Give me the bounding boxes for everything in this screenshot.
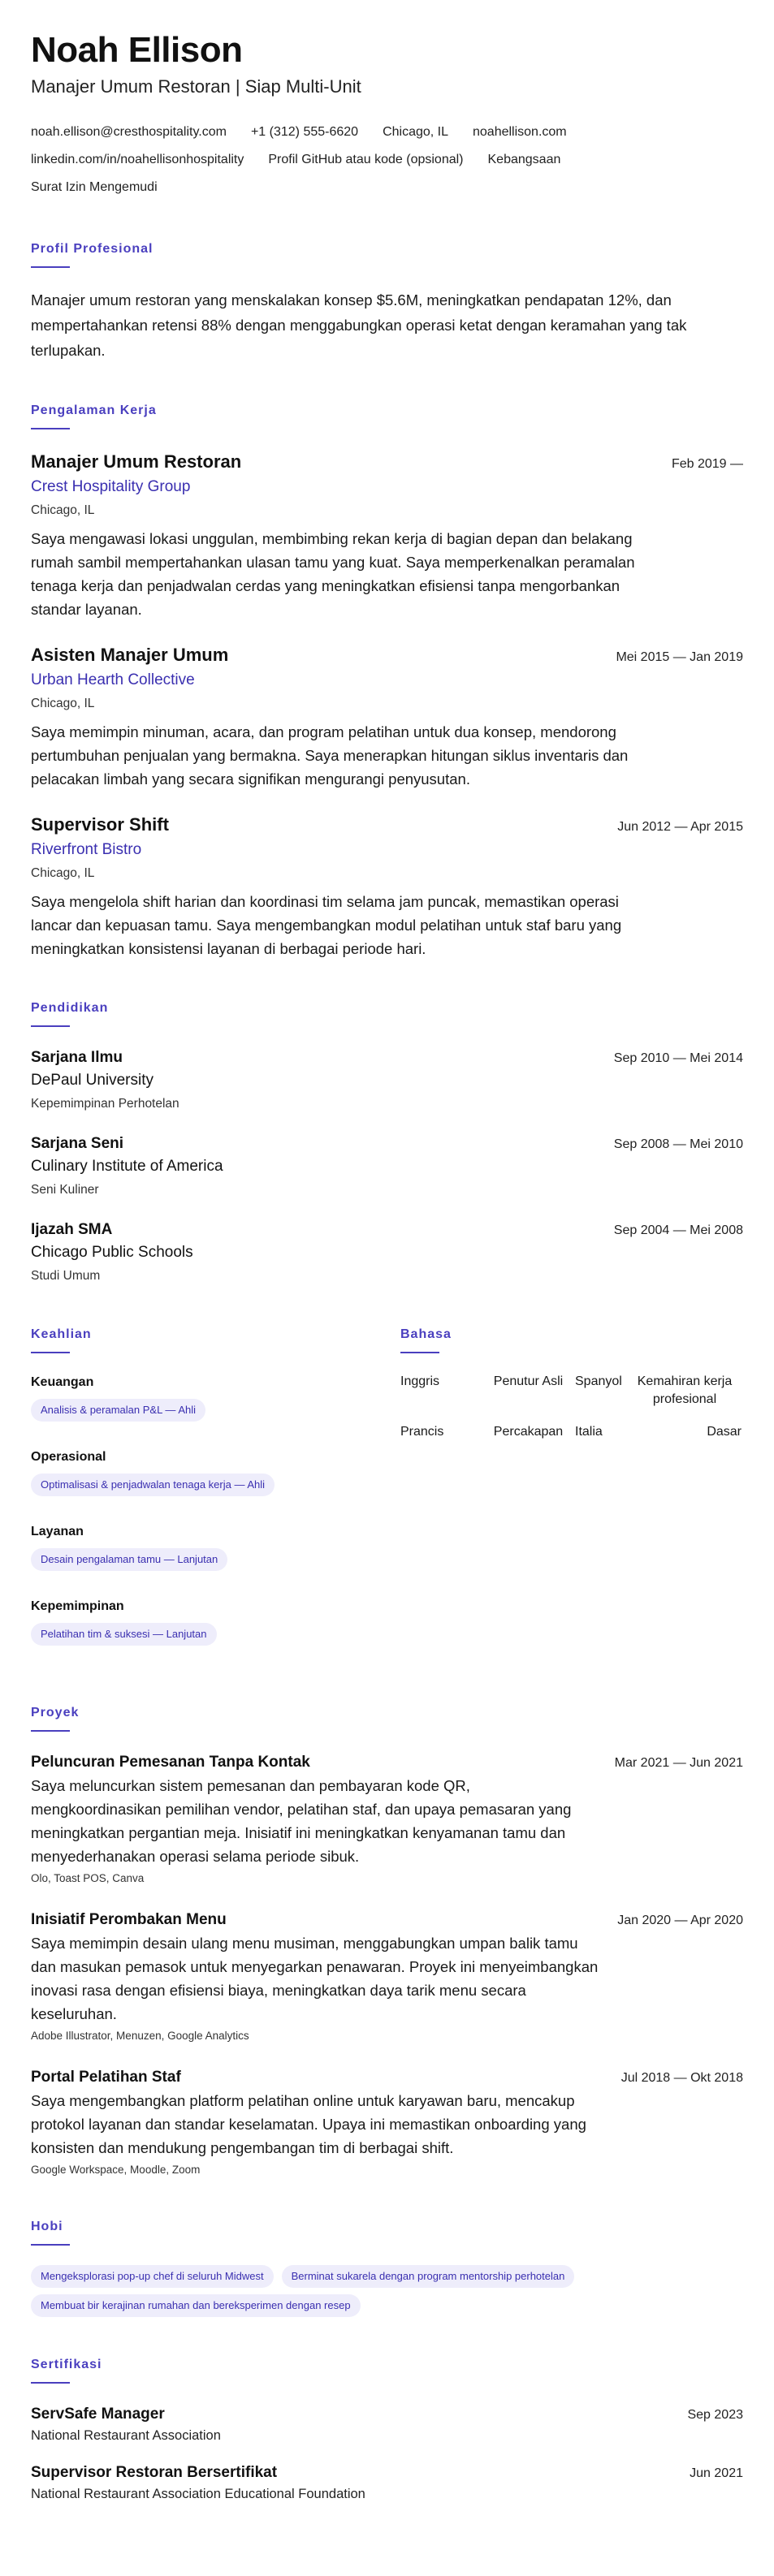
section-divider [31,1730,70,1732]
edu-school: Culinary Institute of America [31,1158,223,1175]
certification-entry [31,2462,743,2504]
project-tools: Google Workspace, Moodle, Zoom [31,2164,201,2176]
certification-date: Sep 2023 [687,2408,743,2422]
job-location: Chicago, IL [31,866,95,880]
education-entry [31,1046,743,1115]
certification-issuer: National Restaurant Association Educational Foundation [31,2487,365,2501]
section-title: Proyek [31,1706,80,1719]
job-company: Riverfront Bistro [31,841,142,858]
skill-chip: Optimalisasi & penjadwalan tenaga kerja — Ahli [31,1474,275,1496]
section-title: Profil Profesional [31,242,154,256]
project-date: Jan 2020 — Apr 2020 [617,1914,743,1927]
project-date: Mar 2021 — Jun 2021 [614,1756,743,1770]
job-entry [31,642,743,791]
projects-section [31,1704,743,2179]
section-title: Sertifikasi [31,2358,102,2371]
language-name: Inggris [400,1374,440,1388]
candidate-headline: Manajer Umum Restoran | Siap Multi-Unit [31,76,361,97]
section-divider [31,2382,70,2384]
job-description: Saya memimpin minuman, acara, dan program pelatihan untuk dua konsep, mendorong pertumbuhan penjualan yang bermakna. Saya menerapkan hitungan siklus inventaris dan pelacakan limbah yang secara signifikan mengurangi penyusutan. [31,723,629,787]
project-name: Inisiatif Perombakan Menu [31,1911,227,1928]
profile-summary: Manajer umum restoran yang menskalakan konsep $5.6M, meningkatkan pendapatan 12%, dan mempertahankan retensi 88% dengan menggabungkan operasi ketat dengan keramahan yang tak terlupakan. [31,291,687,359]
job-entry [31,449,743,621]
job-location: Chicago, IL [31,503,95,517]
project-description: Saya meluncurkan sistem pemesanan dan pembayaran kode QR, mengkoordinasikan pemilihan vendor, pelatihan staf, dan upaya pemasaran yang meningkatkan pergantian meja. Inisiatif ini meningkatkan kenyamanan tamu dan menyederhanakan operasi selama periode sibuk. [31,1777,572,1865]
contact-list [31,119,648,201]
skills-languages-row [31,1326,743,1665]
job-date: Feb 2019 — [671,457,743,471]
certification-name: ServSafe Manager [31,2406,165,2423]
edu-degree: Sarjana Ilmu [31,1049,123,1066]
section-divider [31,1025,70,1027]
job-company: Urban Hearth Collective [31,671,195,688]
languages-section [400,1326,742,1665]
language-row [400,1373,742,1409]
contact-phone[interactable]: +1 (312) 555-6620 [250,125,359,139]
job-role: Manajer Umum Restoran [31,451,242,472]
hobby-chip: Berminat sukarela dengan program mentorship perhotelan [282,2265,575,2288]
skill-category: Layanan [31,1525,84,1538]
language-level: Kemahiran kerja profesional [637,1374,733,1406]
project-name: Peluncuran Pemesanan Tanpa Kontak [31,1754,310,1771]
hobby-chip: Mengeksplorasi pop-up chef di seluruh Midwest [31,2265,274,2288]
certifications-section [31,2356,743,2504]
edu-field: Seni Kuliner [31,1183,99,1197]
certification-issuer: National Restaurant Association [31,2428,221,2443]
edu-field: Studi Umum [31,1269,101,1283]
language-level: Percakapan [493,1425,564,1439]
skill-category: Kepemimpinan [31,1599,124,1613]
section-title: Keahlian [31,1327,92,1341]
contact-website[interactable]: noahellison.com [473,125,567,139]
job-company: Crest Hospitality Group [31,478,191,495]
project-description: Saya memimpin desain ulang menu musiman, menggabungkan umpan balik tamu dan masukan pemasok untuk menyegarkan penawaran. Proyek ini menyeimbangkan inovasi rasa dengan efisiensi biaya, meningkatkan daya tarik menu secara keseluruhan. [31,1935,599,2022]
contact-nationality: Kebangsaan [487,153,561,166]
language-name: Spanyol [575,1374,622,1388]
job-date: Mei 2015 — Jan 2019 [616,650,743,664]
hobby-chip: Membuat bir kerajinan rumahan dan bereksperimen dengan resep [31,2294,361,2317]
skills-section [31,1326,400,1665]
edu-date: Sep 2008 — Mei 2010 [613,1137,743,1151]
project-tools: Adobe Illustrator, Menuzen, Google Analytics [31,2030,249,2042]
project-entry [31,1909,743,2045]
edu-degree: Sarjana Seni [31,1135,124,1152]
project-name: Portal Pelatihan Staf [31,2069,181,2086]
job-date: Jun 2012 — Apr 2015 [617,820,743,834]
profile-section [31,240,743,363]
section-divider [31,2244,70,2246]
experience-section [31,402,743,960]
hobbies-section [31,2218,743,2317]
language-name: Italia [575,1425,603,1439]
skill-category: Operasional [31,1450,106,1464]
section-divider [31,1352,70,1353]
edu-school: Chicago Public Schools [31,1244,193,1261]
section-title: Pengalaman Kerja [31,403,157,417]
edu-date: Sep 2004 — Mei 2008 [613,1223,743,1237]
candidate-name: Noah Ellison [31,30,243,70]
project-entry [31,1751,743,1888]
education-section [31,999,743,1287]
skill-category: Keuangan [31,1375,94,1389]
project-date: Jul 2018 — Okt 2018 [620,2071,743,2085]
section-divider [31,428,70,429]
language-level: Penutur Asli [493,1374,564,1388]
edu-school: DePaul University [31,1072,154,1089]
skill-chip: Pelatihan tim & suksesi — Lanjutan [31,1623,217,1646]
certification-entry [31,2403,743,2445]
job-description: Saya mengawasi lokasi unggulan, membimbing rekan kerja di bagian depan dan belakang rumah sambil mempertahankan ulasan tamu yang kuat. Saya memperkenalkan peramalan tenaga kerja dan penjadwalan cerdas yang meningkatkan efisiensi tanpa mengorbankan standar layanan. [31,530,635,618]
contact-email[interactable]: noah.ellison@cresthospitality.com [31,125,227,139]
certification-name: Supervisor Restoran Bersertifikat [31,2464,278,2481]
contact-location: Chicago, IL [383,125,448,139]
language-level: Dasar [707,1425,742,1439]
job-location: Chicago, IL [31,697,95,710]
education-entry [31,1133,743,1201]
job-role: Asisten Manajer Umum [31,645,229,665]
job-description: Saya mengelola shift harian dan koordinasi tim selama jam puncak, memastikan operasi lancar dan kepuasan tamu. Saya mengembangkan modul pelatihan untuk staf baru yang meningkatkan konsistensi layanan di berbagai periode hari. [31,893,622,957]
certification-date: Jun 2021 [690,2466,743,2480]
section-divider [31,266,70,268]
project-description: Saya mengembangkan platform pelatihan online untuk karyawan baru, mencakup protokol layanan dan standar keselamatan. Upaya ini memastikan onboarding yang konsisten dan mendukung pengembangan tim di berbagai shift. [31,2092,586,2156]
contact-drivers-license: Surat Izin Mengemudi [31,180,158,194]
section-divider [400,1352,439,1353]
language-row [400,1423,742,1441]
contact-github[interactable]: Profil GitHub atau kode (opsional) [268,153,464,166]
section-title: Pendidikan [31,1001,109,1015]
skill-chip: Desain pengalaman tamu — Lanjutan [31,1548,227,1571]
job-entry [31,812,743,960]
edu-field: Kepemimpinan Perhotelan [31,1097,179,1111]
resume-header [31,29,743,201]
skill-chip: Analisis & peramalan P&L — Ahli [31,1399,205,1422]
project-tools: Olo, Toast POS, Canva [31,1872,145,1884]
edu-degree: Ijazah SMA [31,1221,113,1238]
edu-date: Sep 2010 — Mei 2014 [613,1051,743,1065]
hobby-list [31,2265,705,2317]
project-entry [31,2066,743,2179]
job-role: Supervisor Shift [31,814,169,835]
education-entry [31,1219,743,1287]
section-title: Hobi [31,2220,63,2233]
section-title: Bahasa [400,1327,452,1341]
contact-linkedin[interactable]: linkedin.com/in/noahellisonhospitality [31,153,244,166]
language-name: Prancis [400,1425,444,1439]
